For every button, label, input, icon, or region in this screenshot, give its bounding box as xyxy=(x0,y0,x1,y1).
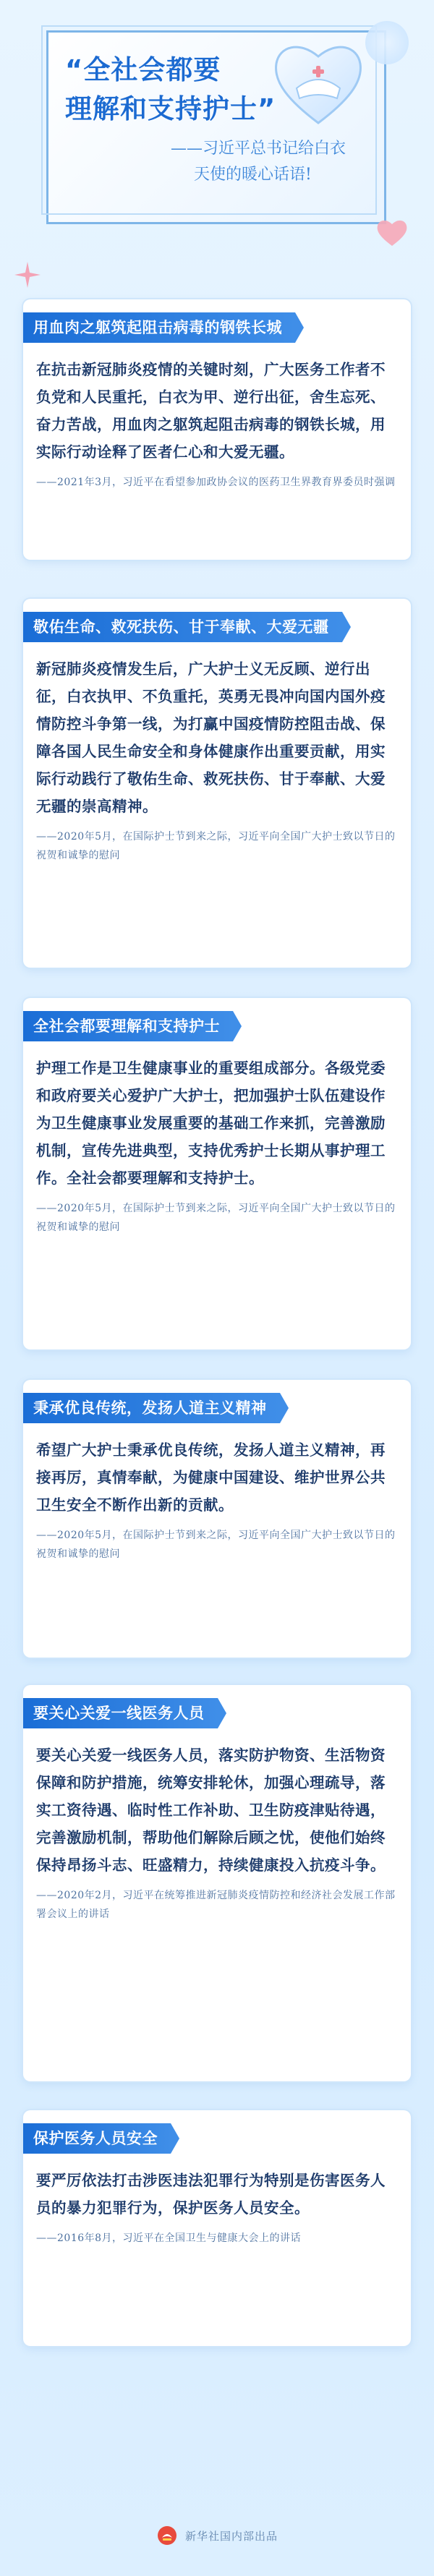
card-body xyxy=(36,655,398,865)
subtitle-line-1: ——习近平总书记给白衣 xyxy=(171,140,346,158)
card-body xyxy=(36,2167,398,2248)
card-text: 新冠肺炎疫情发生后，广大护士义无反顾、逆行出征，白衣执甲、不负重托，英勇无畏冲向国内国外疫情防控斗争第一线，为打赢中国疫情防控阻击战、保障各国人民生命安全和身体健康作出重要贡献，用实际行动践行了敬佑生命、救死扶伤、甘于奉献、大爱无疆的崇高精神。 xyxy=(36,660,386,815)
sparkle-icon xyxy=(13,260,42,289)
card-text: 希望广大护士秉承优良传统，发扬人道主义精神，再接再厉，真情奉献，为健康中国建设、维护世界公共卫生安全不断作出新的贡献。 xyxy=(36,1441,386,1514)
card-source: ——2021年3月，习近平在看望参加政协会议的医药卫生界教育界委员时强调 xyxy=(36,477,396,488)
heart-icon xyxy=(375,217,409,249)
quote-card-6 xyxy=(23,2110,411,2346)
card-source: ——2016年8月，习近平在全国卫生与健康大会上的讲话 xyxy=(36,2232,302,2244)
quote-card-1 xyxy=(23,299,411,560)
quote-card-5 xyxy=(23,1685,411,2081)
xinhua-logo-icon xyxy=(156,2525,178,2546)
page-title xyxy=(65,51,326,129)
card-text: 要关心关爱一线医务人员，落实防护物资、生活物资保障和防护措施，统筹安排轮休，加强心理疏导，落实工资待遇、临时性工作补助、卫生防疫津贴待遇，完善激励机制，帮助他们解除后顾之忧，使他们始终保持昂扬斗志、旺盛精力，持续健康投入抗疫斗争。 xyxy=(36,1747,386,1874)
card-source: ——2020年2月，习近平在统筹推进新冠肺炎疫情防控和经济社会发展工作部署会议上的讲话 xyxy=(36,1890,396,1920)
quote-card-2 xyxy=(23,599,411,968)
footer xyxy=(0,2521,434,2550)
subtitle-line-2: 天使的暖心话语! xyxy=(194,166,312,184)
card-body xyxy=(36,356,398,492)
card-heading: 全社会都要理解和支持护士 xyxy=(23,1011,233,1041)
card-text: 护理工作是卫生健康事业的重要组成部分。各级党委和政府要关心爱护广大护士，把加强护士队伍建设作为卫生健康事业发展重要的基础工作来抓，完善激励机制，宣传先进典型，支持优秀护士长期从事护理工作。全社会都要理解和支持护士。 xyxy=(36,1059,386,1187)
card-heading: 敬佑生命、救死扶伤、甘于奉献、大爱无疆 xyxy=(23,612,342,642)
card-heading: 要关心关爱一线医务人员 xyxy=(23,1698,218,1728)
card-source: ——2020年5月，在国际护士节到来之际，习近平向全国广大护士致以节日的祝贺和诚挚的慰问 xyxy=(36,831,396,861)
card-source: ——2020年5月，在国际护士节到来之际，习近平向全国广大护士致以节日的祝贺和诚挚的慰问 xyxy=(36,1530,396,1560)
card-heading: 用血肉之躯筑起阻击病毒的钢铁长城 xyxy=(23,312,295,343)
quote-card-3 xyxy=(23,998,411,1349)
title-line-1: “全社会都要 xyxy=(65,54,221,85)
card-source: ——2020年5月，在国际护士节到来之际，习近平向全国广大护士致以节日的祝贺和诚挚的慰问 xyxy=(36,1203,396,1233)
title-line-2: 理解和支持护士” xyxy=(65,93,276,124)
hero-corner-decoration xyxy=(365,21,409,64)
card-text: 要严厉依法打击涉医违法犯罪行为特别是伤害医务人员的暴力犯罪行为，保护医务人员安全。 xyxy=(36,2172,386,2217)
quote-card-4 xyxy=(23,1380,411,1658)
header xyxy=(0,0,434,246)
card-body xyxy=(36,1741,398,1924)
card-body xyxy=(36,1054,398,1237)
card-body xyxy=(36,1436,398,1564)
card-heading: 秉承优良传统，发扬人道主义精神 xyxy=(23,1393,280,1423)
card-heading: 保护医务人员安全 xyxy=(23,2123,171,2154)
footer-credit: 新华社国内部出品 xyxy=(184,2529,278,2543)
card-text: 在抗击新冠肺炎疫情的关键时刻，广大医务工作者不负党和人民重托，白衣为甲、逆行出征，舍生忘死、奋力苦战，用血肉之躯筑起阻击病毒的钢铁长城，用实际行动诠释了医者仁心和大爱无疆。 xyxy=(36,361,386,461)
page-subtitle xyxy=(171,136,388,188)
